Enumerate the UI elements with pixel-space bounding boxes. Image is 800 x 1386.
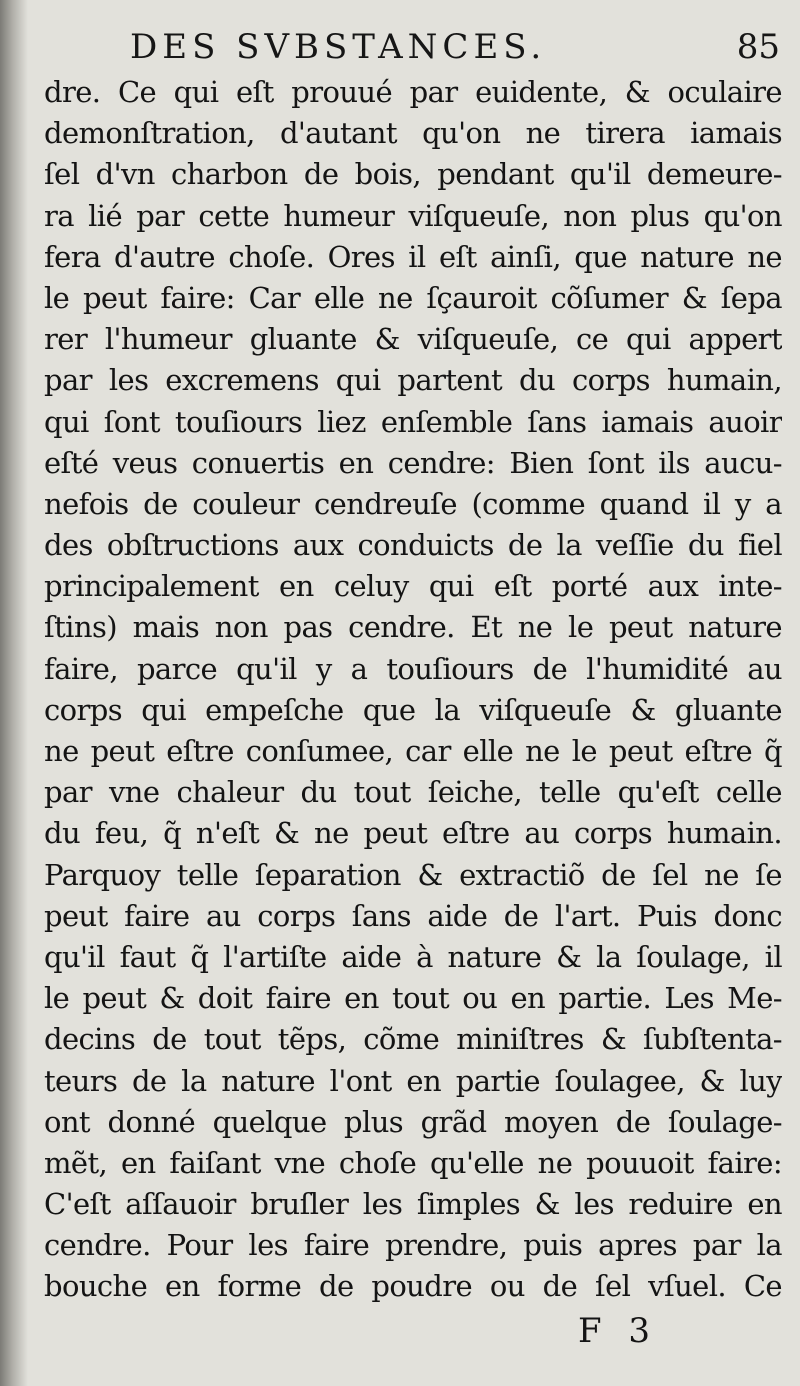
running-head: DES SVBSTANCES. bbox=[130, 27, 547, 67]
text-line: qui ſont touſiours liez enſemble ſans iamais auoir bbox=[44, 404, 782, 439]
text-line: qu'il faut q̃ l'artiſte aide à nature & la ſoulage, il bbox=[44, 939, 782, 974]
text-line: peut faire au corps ſans aide de l'art. Puis donc bbox=[44, 898, 782, 933]
text-line: demonſtration, d'autant qu'on ne tirera iamais bbox=[44, 116, 782, 151]
text-line: ra lié par cette humeur viſqueuſe, non plus qu'on bbox=[44, 198, 782, 233]
page-number: 85 bbox=[736, 27, 780, 67]
text-line: principalement en celuy qui eſt porté aux inte- bbox=[44, 569, 782, 604]
text-line: par les excremens qui partent du corps humain, bbox=[44, 363, 782, 398]
text-line: mẽt, en faiſant vne choſe qu'elle ne pouuoit faire: bbox=[44, 1145, 782, 1180]
text-line: corps qui empeſche que la viſqueuſe & gluante bbox=[44, 692, 782, 727]
text-line: du feu, q̃ n'eſt & ne peut eſtre au corps humain. bbox=[44, 816, 782, 851]
text-line: des obſtructions aux conduicts de la veſſie du fiel bbox=[44, 528, 782, 563]
text-line: teurs de la nature l'ont en partie ſoulagee, & luy bbox=[44, 1063, 782, 1098]
signature-mark: F 3 bbox=[578, 1311, 659, 1351]
text-line: ſtins) mais non pas cendre. Et ne le peut nature bbox=[44, 610, 782, 645]
text-line: rer l'humeur gluante & viſqueuſe, ce qui appert bbox=[44, 322, 782, 357]
text-line: eſté veus conuertis en cendre: Bien ſont ils aucu- bbox=[44, 445, 782, 480]
text-line: le peut & doit faire en tout ou en partie. Les Me- bbox=[44, 981, 782, 1016]
text-line: fera d'autre choſe. Ores il eſt ainſi, que nature ne bbox=[44, 239, 782, 274]
text-line: C'eſt aſſauoir bruſler les ſimples & les reduire en bbox=[44, 1187, 782, 1222]
text-line: le peut faire: Car elle ne ſçauroit cõſumer & ſepa bbox=[44, 280, 782, 315]
text-line: ont donné quelque plus grãd moyen de ſoulage- bbox=[44, 1104, 782, 1139]
text-line: decins de tout tẽps, cõme miniſtres & ſubſtenta- bbox=[44, 1022, 782, 1057]
text-line: nefois de couleur cendreuſe (comme quand il y a bbox=[44, 486, 782, 521]
text-line: par vne chaleur du tout ſeiche, telle qu'eſt celle bbox=[44, 775, 782, 810]
text-line: ne peut eſtre conſumee, car elle ne le peut eſtre q̃ bbox=[44, 734, 782, 768]
page-header bbox=[130, 18, 780, 74]
text-line: cendre. Pour les faire prendre, puis apres par la bbox=[44, 1228, 782, 1263]
text-line: bouche en forme de poudre ou de ſel vſuel. Ce bbox=[44, 1269, 782, 1304]
body-text bbox=[44, 72, 782, 1308]
text-line: faire, parce qu'il y a touſiours de l'humidité au bbox=[44, 651, 782, 686]
text-line: Parquoy telle ſeparation & extractiõ de ſel ne ſe bbox=[44, 857, 782, 892]
text-line: dre. Ce qui eſt prouué par euidente, & oculaire bbox=[44, 75, 782, 109]
gutter-shadow bbox=[0, 0, 28, 1386]
text-line: ſel d'vn charbon de bois, pendant qu'il demeure- bbox=[44, 157, 782, 192]
